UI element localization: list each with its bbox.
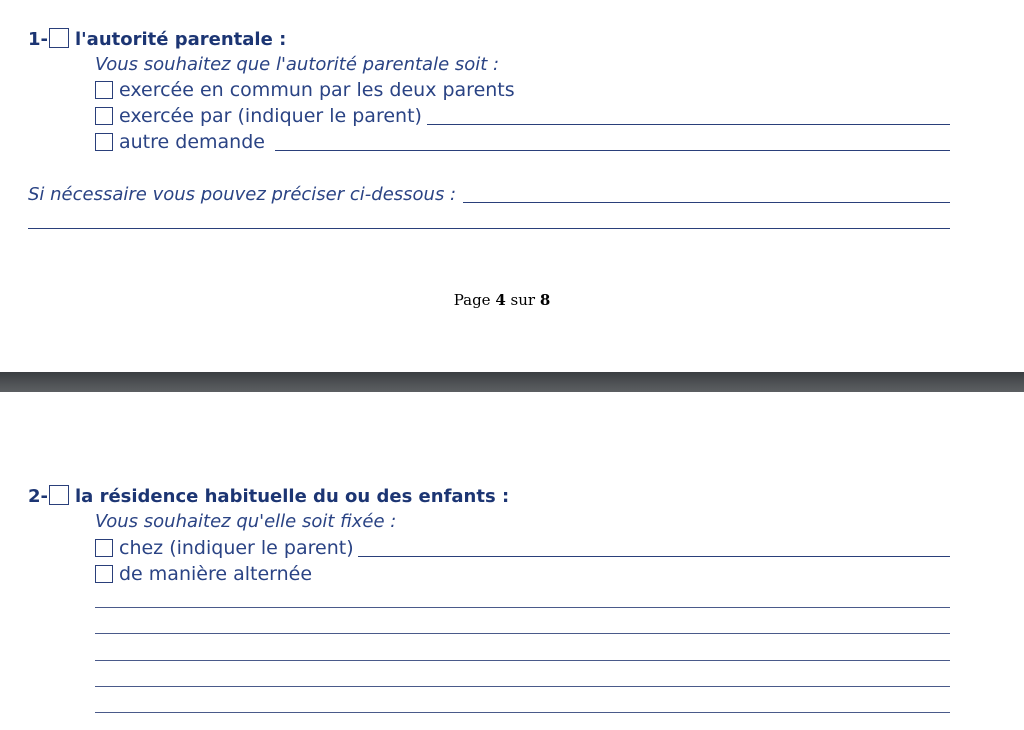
option-alternating-residence-checkbox[interactable] [95, 565, 113, 583]
section-1-note: Si nécessaire vous pouvez préciser ci-dessous : [28, 184, 457, 205]
option-other-request-checkbox[interactable] [95, 133, 113, 151]
section-2-checkbox[interactable] [49, 485, 69, 505]
other-request-input-line[interactable] [275, 150, 950, 151]
option-residence-with-parent-label: chez (indiquer le parent) [119, 537, 354, 559]
footer-total-pages: 8 [539, 291, 551, 309]
section-1-prompt: Vous souhaitez que l'autorité parentale soit : [95, 54, 500, 75]
section-1-checkbox[interactable] [49, 28, 69, 48]
residence-parent-input-line[interactable] [358, 556, 950, 557]
option-joint-authority [95, 79, 515, 101]
option-other-request-label: autre demande [119, 131, 265, 153]
option-single-parent-label: exercée par (indiquer le parent) [119, 105, 422, 127]
section-1-heading [28, 28, 286, 50]
option-alternating-residence [95, 563, 312, 585]
page-separator [0, 372, 1024, 392]
option-alternating-residence-label: de manière alternée [119, 563, 313, 585]
section-1-number: 1- [28, 29, 48, 50]
comment-line-3[interactable] [95, 660, 950, 661]
option-joint-authority-checkbox[interactable] [95, 81, 113, 99]
section-2-prompt: Vous souhaitez qu'elle soit fixée : [95, 511, 397, 532]
footer-sur-word: sur [510, 291, 536, 309]
section-2-number: 2- [28, 486, 48, 507]
note-input-line-2[interactable] [28, 228, 950, 229]
footer-current-page: 4 [495, 291, 506, 309]
option-other-request [95, 131, 265, 153]
option-residence-with-parent [95, 537, 354, 559]
note-input-line-1[interactable] [463, 202, 950, 203]
option-joint-authority-label: exercée en commun par les deux parents [119, 79, 515, 101]
comment-line-2[interactable] [95, 633, 950, 634]
section-2-title: la résidence habituelle du ou des enfants : [75, 486, 510, 507]
section-1-title: l'autorité parentale : [75, 29, 287, 50]
comment-line-4[interactable] [95, 686, 950, 687]
comment-line-5[interactable] [95, 712, 950, 713]
section-2-heading [28, 485, 509, 507]
option-single-parent [95, 105, 422, 127]
option-residence-with-parent-checkbox[interactable] [95, 539, 113, 557]
comment-line-1[interactable] [95, 607, 950, 608]
single-parent-input-line[interactable] [427, 124, 950, 125]
footer-page-word: Page [453, 291, 491, 309]
option-single-parent-checkbox[interactable] [95, 107, 113, 125]
page-footer [0, 291, 1004, 309]
